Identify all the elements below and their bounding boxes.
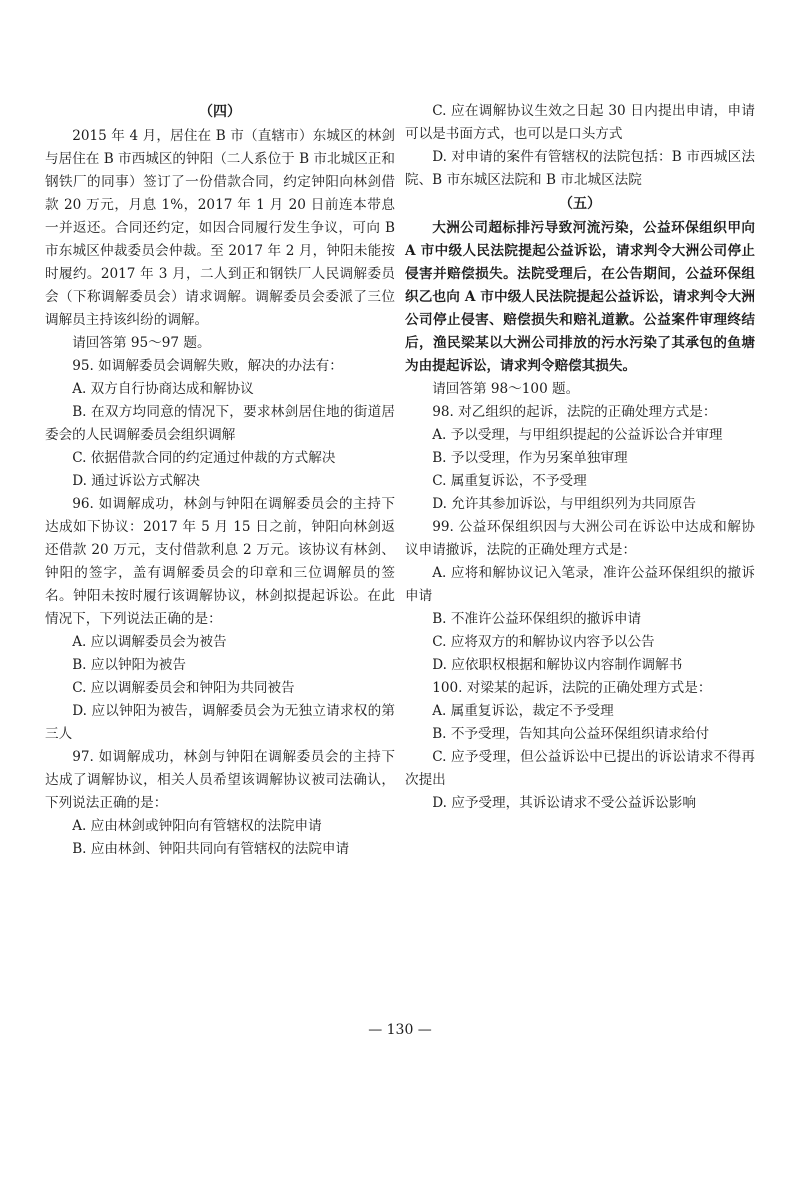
question-96-option-d: D. 应以钟阳为被告，调解委员会为无独立请求权的第三人 — [45, 703, 395, 742]
question-97-option-a: A. 应由林剑或钟阳向有管辖权的法院申请 — [72, 818, 322, 834]
question-99-stem: 99. 公益环保组织因与大洲公司在诉讼中达成和解协议申请撤诉，法院的正确处理方式是： — [405, 519, 755, 558]
section-4-heading: （四） — [199, 104, 241, 120]
question-98-option-c: C. 属重复诉讼，不予受理 — [432, 473, 587, 489]
question-98-stem: 98. 对乙组织的起诉，法院的正确处理方式是： — [432, 404, 717, 420]
instruction-5: 请回答第 98～100 题。 — [432, 381, 580, 397]
question-96-stem: 96. 如调解成功，林剑与钟阳在调解委员会的主持下达成如下协议：2017 年 5 月 15 日之前，钟阳向林剑返还借款 20 万元，支付借款利息 2 万元。该协议有林剑、钟阳的签字，盖有调解委员会的印章和三位调解员的签名。钟阳未按时履行该调解协议，林剑拟提起诉讼。在此情况下，下列说法正确的是： — [45, 496, 395, 627]
question-95-option-d: D. 通过诉讼方式解决 — [72, 473, 200, 489]
question-97-option-c: C. 应在调解协议生效之日起 30 日内提出申请，申请可以是书面方式，也可以是口头方式 — [405, 103, 755, 142]
question-98-option-a: A. 予以受理，与甲组织提起的公益诉讼合并审理 — [432, 427, 723, 443]
question-95-option-c: C. 依据借款合同的约定通过仲裁的方式解决 — [72, 450, 336, 466]
question-98-option-d: D. 允许其参加诉讼，与甲组织列为共同原告 — [432, 496, 696, 512]
question-95-stem: 95. 如调解委员会调解失败，解决的办法有： — [72, 358, 343, 374]
question-99-option-b: B. 不准许公益环保组织的撤诉申请 — [432, 611, 642, 627]
scenario-4-paragraph: 2015 年 4 月，居住在 B 市（直辖市）东城区的林剑与居住在 B 市西城区的钟阳（二人系位于 B 市北城区正和钢铁厂的同事）签订了一份借款合同，约定钟阳向林剑借款 20 万元，月息 1%，2017 年 1 月 20 日前连本带息一并返还。合同还约定，如因合同履行发生争议，可向 B 市东城区仲裁委员会仲裁。至 2017 年 2 月，钟阳未能按时履约。2017 年 3 月，二人到正和钢铁厂人民调解委员会（下称调解委员会）请求调解。调解委员会委派了三位调解员主持该纠纷的调解。 — [45, 128, 395, 328]
question-99-option-c: C. 应将双方的和解协议内容予以公告 — [432, 634, 655, 650]
section-5-heading: （五） — [559, 196, 601, 212]
page-number: — 130 — — [368, 1022, 432, 1038]
question-100-option-d: D. 应予受理，其诉讼请求不受公益诉讼影响 — [432, 795, 696, 811]
question-96-option-b: B. 应以钟阳为被告 — [72, 657, 186, 673]
question-97-stem: 97. 如调解成功，林剑与钟阳在调解委员会的主持下达成了调解协议，相关人员希望该调解协议被司法确认，下列说法正确的是： — [45, 749, 395, 811]
question-97-option-d: D. 对申请的案件有管辖权的法院包括：B 市西城区法院、B 市东城区法院和 B 市北城区法院 — [405, 149, 755, 188]
question-100-option-a: A. 属重复诉讼，裁定不予受理 — [432, 703, 614, 719]
question-97-option-b: B. 应由林剑、钟阳共同向有管辖权的法院申请 — [72, 841, 350, 857]
question-96-option-a: A. 应以调解委员会为被告 — [72, 634, 227, 650]
question-100-option-b: B. 不予受理，告知其向公益环保组织请求给付 — [432, 726, 710, 742]
question-98-option-b: B. 予以受理，作为另案单独审理 — [432, 450, 628, 466]
question-95-option-a: A. 双方自行协商达成和解协议 — [72, 381, 254, 397]
question-100-option-c: C. 应予受理，但公益诉讼中已提出的诉讼请求不得再次提出 — [405, 749, 755, 788]
question-96-option-c: C. 应以调解委员会和钟阳为共同被告 — [72, 680, 295, 696]
question-99-option-d: D. 应依职权根据和解协议内容制作调解书 — [432, 657, 683, 673]
scenario-5-paragraph: 大洲公司超标排污导致河流污染，公益环保组织甲向 A 市中级人民法院提起公益诉讼，请求判令大洲公司停止侵害并赔偿损失。法院受理后，在公告期间，公益环保组织乙也向 A 市中级人民法院提起公益诉讼，请求判令大洲公司停止侵害、赔偿损失和赔礼道歉。公益案件审理终结后，渔民梁某以大洲公司排放的污水污染了其承包的鱼塘为由提起诉讼，请求判令赔偿其损失。 — [405, 220, 755, 374]
question-95-option-b: B. 在双方均同意的情况下，要求林剑居住地的街道居委会的人民调解委员会组织调解 — [45, 404, 395, 443]
question-100-stem: 100. 对梁某的起诉，法院的正确处理方式是： — [432, 680, 712, 696]
question-99-option-a: A. 应将和解协议记入笔录，准许公益环保组织的撤诉申请 — [405, 565, 755, 604]
instruction-4: 请回答第 95～97 题。 — [72, 335, 211, 351]
right-column — [405, 100, 755, 815]
left-column — [45, 100, 395, 861]
